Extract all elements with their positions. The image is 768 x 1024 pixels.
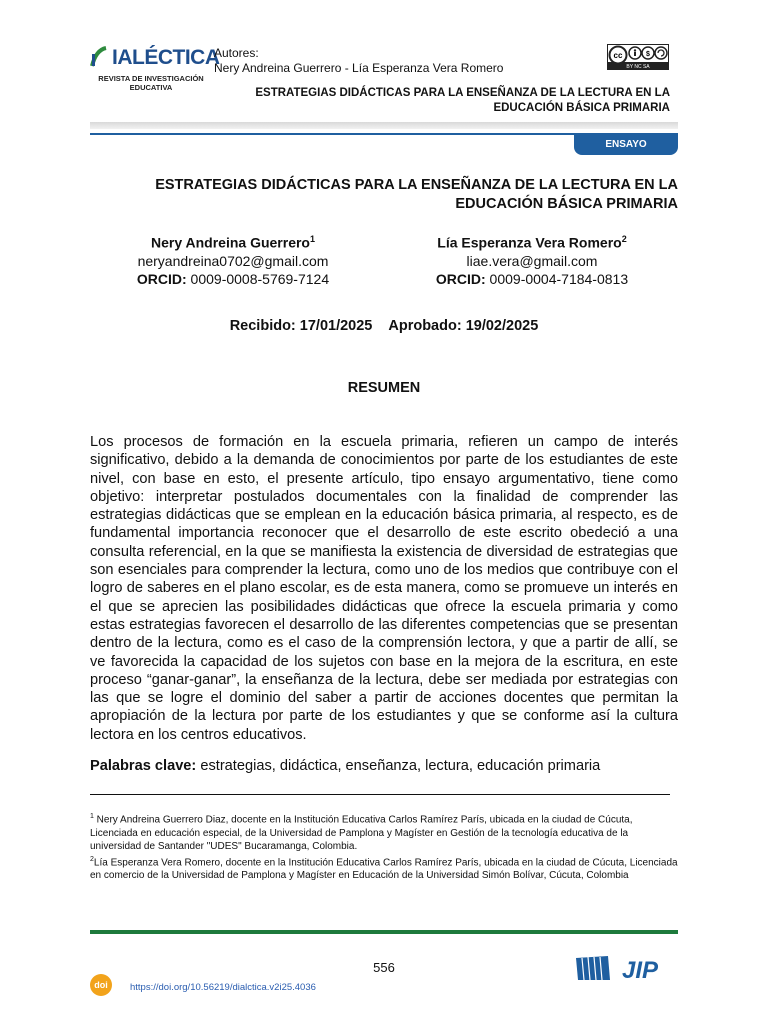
running-title bbox=[230, 86, 670, 116]
article-title-line2: EDUCACIÓN BÁSICA PRIMARIA bbox=[455, 196, 678, 212]
article-title bbox=[90, 176, 678, 214]
authors-label: Autores: bbox=[214, 46, 259, 60]
approved-date: Aprobado: 19/02/2025 bbox=[388, 318, 539, 334]
page-number: 556 bbox=[373, 960, 395, 975]
author-block-1 bbox=[118, 230, 348, 288]
creative-commons-license-icon bbox=[607, 44, 669, 70]
author-email[interactable]: liae.vera@gmail.com bbox=[466, 252, 598, 269]
footnote-2: $^2$Lía Esperanza Vera Romero, docente en la Institución Educativa Carlos Ramírez París, ubicada en la ciudad de Cúcuta, Licenciada en comercio de la Universidad de Pamplona y Magíster en Educación de la Universidad Simón Bolívar, Cúcuta, Colombia bbox=[90, 855, 678, 882]
header-divider bbox=[90, 122, 678, 129]
doi-icon: doi bbox=[90, 974, 112, 996]
doi-link[interactable]: https://doi.org/10.56219/dialctica.v2i25.4036 bbox=[130, 982, 316, 993]
footnote-1: $^1$ Nery Andreina Guerrero Diaz, docente en la Institución Educativa Carlos Ramírez París, ubicada en la ciudad de Cúcuta, Licenciada en educación especial, de la Universidad de Pamplona y Magíster en Gestión de la tecnología educativa de la universidad de Santander "UDES" Bucaramanga, Colombia. bbox=[90, 813, 633, 852]
running-title-line1: ESTRATEGIAS DIDÁCTICAS PARA LA ENSEÑANZA DE LA LECTURA EN LA bbox=[255, 87, 670, 99]
svg-text:$: $ bbox=[646, 51, 650, 58]
archive-logo-icon bbox=[576, 956, 610, 980]
author-block-2 bbox=[416, 230, 648, 288]
received-date: Recibido: 17/01/2025 bbox=[229, 318, 373, 334]
journal-name: IALÉCTICA bbox=[112, 46, 220, 69]
footnotes bbox=[90, 810, 678, 883]
authors-names: Nery Andreina Guerrero - Lía Esperanza Vera Romero bbox=[214, 61, 504, 75]
svg-text:cc: cc bbox=[613, 51, 623, 60]
publisher-logos bbox=[574, 954, 680, 982]
footer-divider bbox=[90, 930, 678, 934]
author-name: Lía Esperanza Vera Romero$^2$ bbox=[437, 234, 627, 251]
abstract-heading: RESUMEN bbox=[347, 380, 421, 396]
keywords-text: estrategias, didáctica, enseñanza, lectura, educación primaria bbox=[196, 758, 601, 774]
journal-subtitle: REVISTA DE INVESTIGACIÓN EDUCATIVA bbox=[98, 74, 204, 92]
section-badge: ENSAYO bbox=[574, 134, 678, 155]
author-orcid: ORCID: 0009-0008-5769-7124 bbox=[136, 270, 330, 287]
keywords bbox=[90, 758, 678, 774]
article-title-line1: ESTRATEGIAS DIDÁCTICAS PARA LA ENSEÑANZA DE LA LECTURA EN LA bbox=[155, 177, 678, 193]
publisher-logo-text: JIP bbox=[622, 957, 659, 982]
footnote-divider bbox=[90, 794, 670, 795]
license-label: BY NC SA bbox=[626, 64, 650, 70]
author-orcid: ORCID: 0009-0004-7184-0813 bbox=[435, 270, 629, 287]
journal-logo bbox=[90, 44, 220, 100]
author-email[interactable]: neryandreina0702@gmail.com bbox=[137, 252, 329, 269]
running-title-line2: EDUCACIÓN BÁSICA PRIMARIA bbox=[493, 102, 670, 114]
submission-dates bbox=[90, 318, 678, 334]
keywords-label: Palabras clave: bbox=[90, 758, 197, 774]
abstract-text: Los procesos de formación en la escuela primaria, refieren un campo de interés significativo, debido a la demanda de conocimientos por parte de los estudiantes de este nivel, con base en esto, el presente artículo, tipo ensayo argumentativo, tiene como objetivo: interpretar postulados documentales con la finalidad de comprender las estrategias didácticas que se emplean en la educación básica primaria, al respecto, es de fundamental importancia reconocer que el desarrollo de este escrito obedeció a una consulta referencial, en la que se manifiesta la existencia de diversidad de estrategias que son esenciales para comprender la lectura, como uno de los medios que contribuye con el logro de saberes en el plano escolar, es de esta manera, como se promueve un interés en el que se aprecien las posibilidades didácticas que ofrece la escuela primaria y como estas estrategias favorecen el desarrollo de las diferentes competencias que se presentan dentro de la lectura, como es el caso de la comprensión lectora, y que a partir de allí, se ve favorecida la capacidad de los sujetos con base en la mejora de la escritura, en este proceso “ganar-ganar”, la enseñanza de la lectura, debe ser mediada por estrategias con las que se logre el dominio del saber a partir de acciones docentes que permitan la apropiación de la lectura por parte de los estudiantes y que se conforme así la cultura lectora en los centros educativos. bbox=[90, 434, 678, 743]
author-name: Nery Andreina Guerrero$^1$ bbox=[151, 234, 315, 251]
